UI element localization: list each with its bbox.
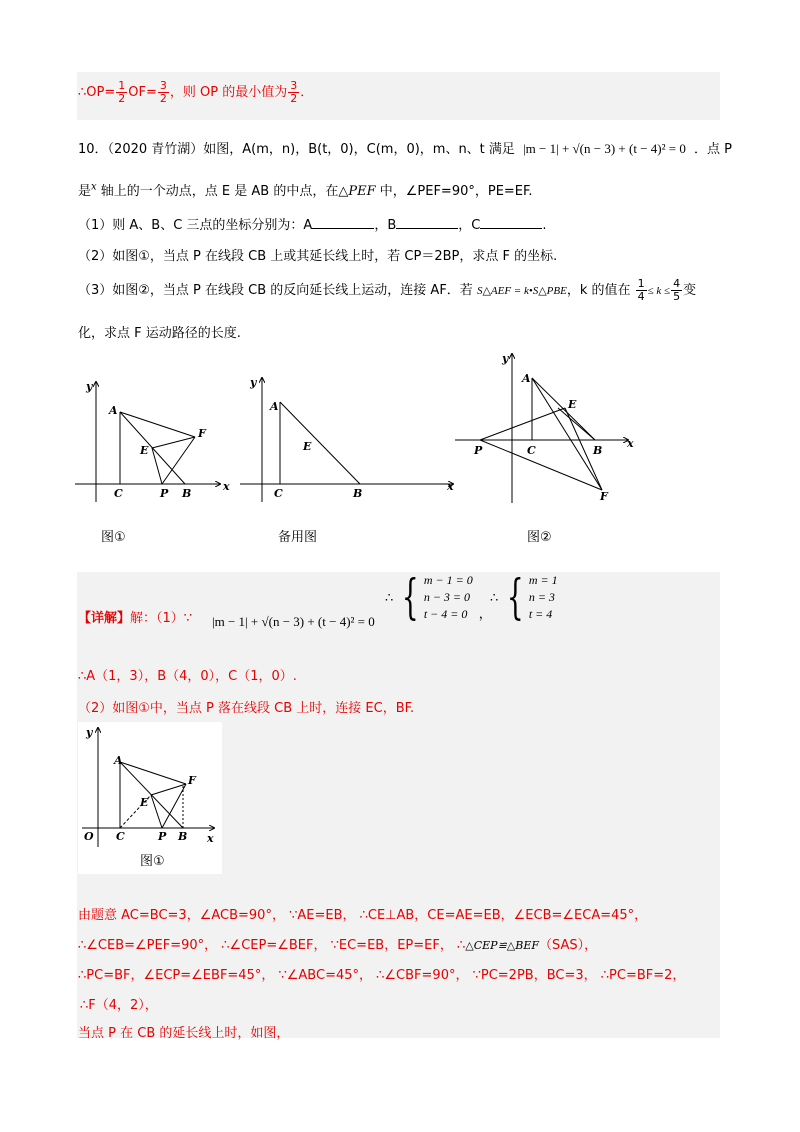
text: 变	[683, 283, 697, 298]
fig1-caption: 图①	[101, 530, 126, 545]
segment-bf	[558, 408, 595, 440]
text: ，C	[458, 218, 481, 233]
rows	[529, 572, 558, 623]
x-symbol: x	[91, 181, 97, 193]
label-y: y	[250, 376, 257, 389]
label-a: A	[114, 754, 123, 767]
solution-line-3: ∴PC=BF，∠ECP=∠EBF=45°， ∵∠ABC=45°， ∴∠CBF=90°， ∵PC=2PB，BC=3， ∴PC=BF=2，	[78, 968, 686, 983]
text: ．点 P	[693, 142, 732, 157]
label-a: A	[109, 404, 118, 417]
fraction	[671, 278, 682, 303]
figure-2	[450, 348, 640, 508]
blank-b[interactable]	[396, 216, 458, 229]
problem-intro: 10．（2020 青竹湖）如图，A(m，n)，B(t，0)，C(m，0)，m、n、t 满足	[78, 142, 515, 157]
label-p: P	[158, 830, 167, 843]
rows	[424, 572, 473, 623]
num: 3	[159, 79, 167, 92]
label-a: A	[270, 400, 279, 413]
question-2	[78, 245, 557, 264]
label-y: y	[502, 352, 509, 365]
figure-1	[70, 372, 240, 512]
segment-pf	[480, 440, 602, 490]
solution-step-1	[78, 607, 192, 626]
label-b: B	[593, 444, 603, 457]
text: ，则 OP 的最小值为	[169, 85, 288, 100]
text: 化，求点 F 运动路径的长度.	[78, 326, 241, 341]
label-f: F	[600, 490, 608, 503]
condition-formula: |m − 1| + √(n − 3) + (t − 4)² = 0	[523, 141, 686, 156]
den: 2	[159, 92, 167, 105]
den: 5	[673, 290, 681, 303]
den: 2	[118, 92, 126, 105]
text: （2）如图①，当点 P 在线段 CB 上或其延长线上时，若 CP＝2BP，求点 F 的坐标.	[78, 249, 558, 264]
question-3	[78, 278, 696, 303]
problem-line-2	[78, 180, 533, 199]
label-a: A	[522, 372, 531, 385]
blank-c[interactable]	[480, 216, 542, 229]
label-x: x	[447, 480, 454, 493]
k-range: ≤ k ≤	[647, 285, 671, 297]
segment-pe	[480, 408, 565, 440]
text: （SAS），	[539, 938, 598, 953]
label-e: E	[140, 444, 149, 457]
comma: ，	[478, 607, 492, 622]
question-1	[78, 214, 546, 233]
text: ，B	[374, 218, 397, 233]
solution-figure	[78, 722, 222, 874]
den: 2	[290, 92, 298, 105]
system-1	[385, 569, 492, 625]
fraction	[636, 278, 647, 303]
text: 中，∠PEF=90°，PE=EF.	[375, 184, 533, 199]
label-b: B	[353, 487, 363, 500]
brace: {	[507, 569, 524, 625]
question-3-line-2	[78, 322, 241, 341]
therefore-symbol: ∴	[490, 589, 499, 605]
solution-coords: ∴A（1，3），B（4，0），C（1，0）.	[78, 669, 297, 684]
eq-row: t − 4 = 0	[423, 607, 468, 621]
solution-step-2: （2）如图①中，当点 P 落在线段 CB 上时，连接 EC，BF.	[78, 701, 415, 716]
text: 轴上的一个动点，点 E 是 AB 的中点，在	[96, 184, 339, 199]
label-c: C	[527, 444, 536, 457]
detail-heading: 【详解】	[78, 611, 131, 626]
eq-row: t = 4	[528, 607, 553, 621]
eq-row: n − 3 = 0	[423, 590, 471, 604]
system-2	[490, 569, 558, 625]
eq-row: m − 1 = 0	[423, 573, 473, 587]
text: ∴∠CEB=∠PEF=90°， ∴∠CEP=∠BEF， ∵EC=EB，EP=EF， ∴	[78, 938, 466, 953]
den: 4	[637, 290, 645, 303]
eq-row: m = 1	[528, 573, 558, 587]
fraction	[158, 80, 169, 105]
label-f: F	[188, 774, 196, 787]
label-o: O	[84, 830, 94, 843]
text: ，k 的值在	[566, 283, 631, 298]
figure-caption: 图①	[140, 854, 165, 869]
solution-line-1: 由题意 AC=BC=3，∠ACB=90°， ∵AE=EB， ∴CE⊥AB，CE=AE=EB，∠ECB=∠ECA=45°，	[78, 908, 648, 923]
label-y: y	[86, 726, 93, 739]
label-p: P	[160, 487, 169, 500]
text: （1）则 A、B、C 三点的坐标分别为：A	[78, 218, 313, 233]
text: 是	[78, 184, 92, 199]
label-e: E	[303, 440, 312, 453]
label-b: B	[182, 487, 192, 500]
num: 4	[673, 277, 681, 290]
text: 解：（1）∵	[130, 611, 193, 626]
solution-line-5: 当点 P 在 CB 的延长线上时，如图，	[78, 1026, 290, 1041]
eq-row: n = 3	[528, 590, 555, 604]
label-c: C	[274, 487, 283, 500]
triangle-pef: △PEF	[338, 184, 376, 199]
label-e: E	[568, 398, 577, 411]
figure-backup	[228, 372, 463, 512]
backup-caption: 备用图	[278, 530, 318, 545]
therefore-symbol: ∴	[385, 589, 394, 605]
num: 1	[637, 277, 645, 290]
label-p: P	[474, 444, 483, 457]
text: OF=	[128, 85, 157, 100]
label-b: B	[178, 830, 188, 843]
num: 1	[118, 79, 126, 92]
congruence: △CEP≌△BEF	[465, 939, 539, 952]
label-f: F	[198, 427, 206, 440]
label-c: C	[114, 487, 123, 500]
op-min-line	[78, 80, 313, 105]
problem-line-1	[78, 138, 732, 157]
text: ∴OP=	[78, 85, 116, 100]
area-formula: S△AEF = k•S△PBE	[476, 285, 567, 297]
solution-line-2	[78, 934, 597, 953]
label-e: E	[140, 796, 149, 809]
label-x: x	[627, 437, 634, 450]
blank-a[interactable]	[312, 216, 374, 229]
fig2-caption: 图②	[527, 530, 552, 545]
text: .	[542, 218, 547, 233]
label-x: x	[207, 832, 214, 845]
fraction	[288, 80, 299, 105]
brace: {	[402, 569, 419, 625]
solution-equation: |m − 1| + √(n − 3) + (t − 4)² = 0	[212, 614, 375, 629]
fraction	[116, 80, 127, 105]
segment-af	[532, 378, 602, 490]
solution-line-4: ∴F（4，2），	[80, 998, 158, 1013]
label-c: C	[116, 830, 125, 843]
label-y: y	[86, 380, 93, 393]
segment-ab	[280, 402, 360, 484]
cases	[395, 569, 473, 625]
text: ．	[300, 85, 314, 100]
num: 3	[290, 79, 298, 92]
label-x: x	[223, 480, 230, 493]
cases	[500, 569, 558, 625]
text: （3）如图②，当点 P 在线段 CB 的反向延长线上运动，连接 AF．若	[78, 283, 473, 298]
